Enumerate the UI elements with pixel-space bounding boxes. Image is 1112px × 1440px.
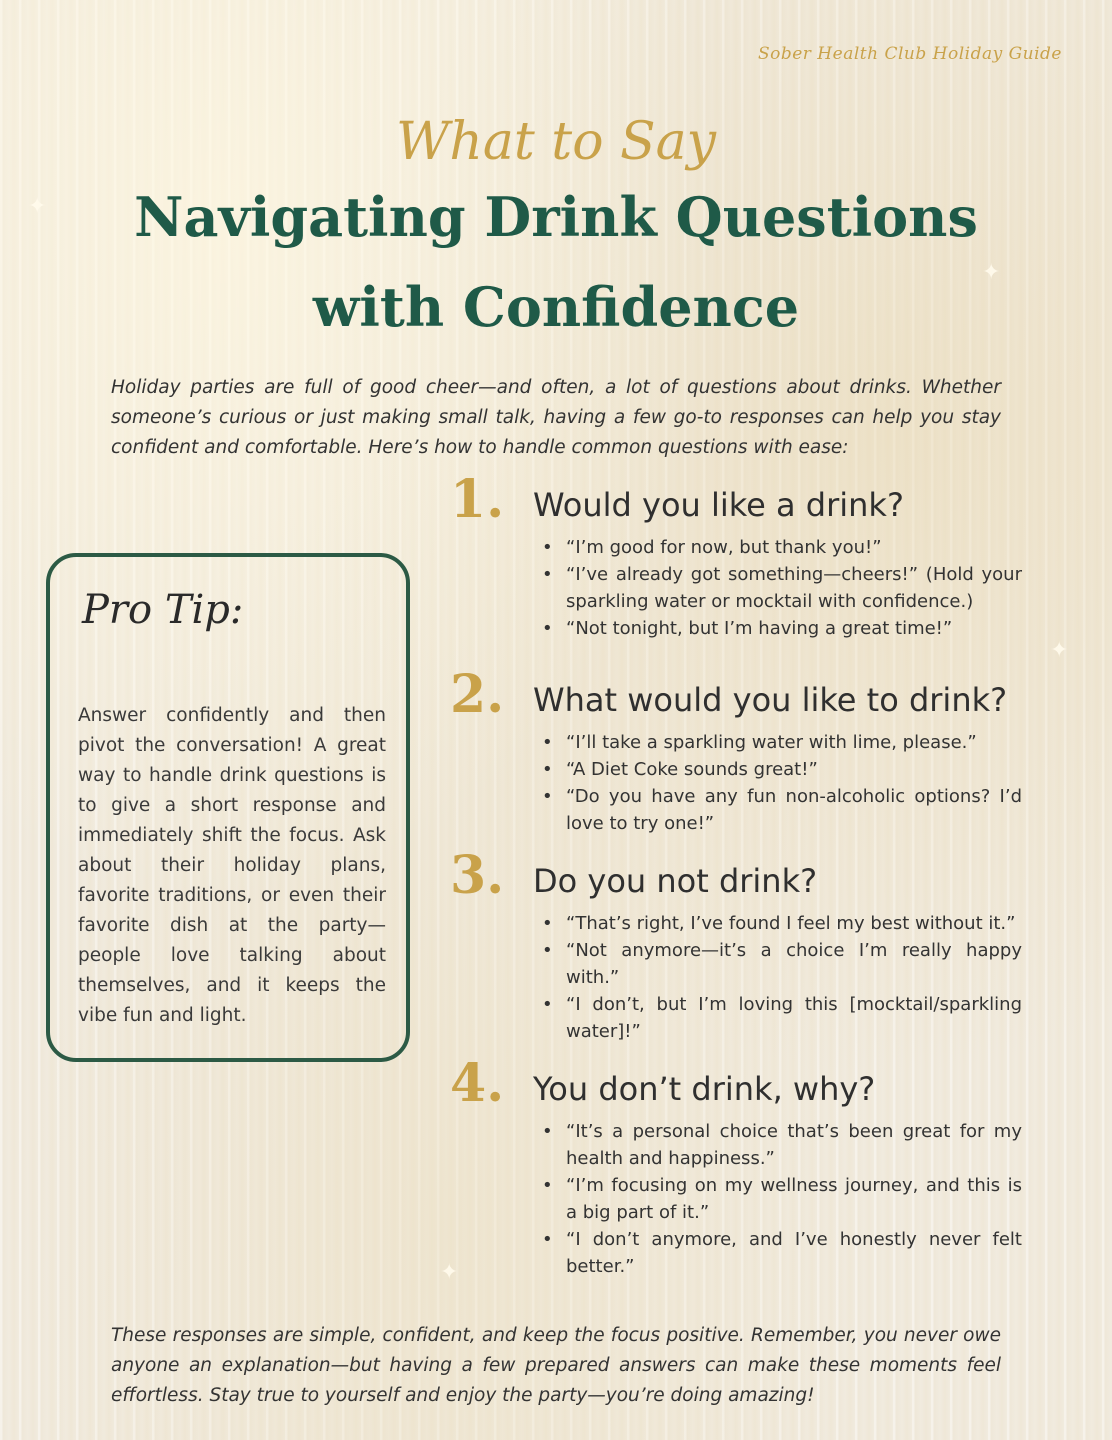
answer-item: • “Not anymore—it’s a choice I’m really happy with.” — [540, 937, 1022, 991]
answer-item: • “A Diet Coke sounds great!” — [540, 756, 1022, 783]
answer-item: • “I’m focusing on my wellness journey, and this is a big part of it.” — [540, 1172, 1022, 1226]
page-title-line-1: Navigating Drink Questions — [134, 185, 978, 249]
answer-list — [540, 910, 1022, 1045]
answer-item: • “I don’t anymore, and I’ve honestly never felt better.” — [540, 1226, 1022, 1280]
sparkle-icon: ✦ — [440, 1260, 459, 1285]
page-title — [0, 172, 1112, 352]
answer-item: • “I’m good for now, but thank you!” — [540, 534, 1022, 561]
question-number: 1. — [450, 469, 505, 530]
sparkle-icon: ✦ — [1050, 638, 1069, 663]
sparkle-icon: ✦ — [28, 194, 47, 219]
answer-item: • “I’ve already got something—cheers!” (Hold your sparkling water or mocktail with confidence.) — [540, 561, 1022, 615]
question-number: 2. — [450, 664, 505, 725]
pro-tip-label: Pro Tip: — [82, 587, 244, 633]
pro-tip-body: Answer confidently and then pivot the conversation! A great way to handle drink questions is to give a short response and immediately shift the focus. Ask about their holiday plans, favorite traditions, or even their favorite dish at the party—people love talking about themselves, and it keeps the vibe fun and light. — [78, 705, 386, 1026]
answer-item: • “It’s a personal choice that’s been great for my health and happiness.” — [540, 1118, 1022, 1172]
answer-item: • “That’s right, I’ve found I feel my best without it.” — [540, 910, 1022, 937]
closing-paragraph: These responses are simple, confident, and keep the focus positive. Remember, you never owe anyone an explanation—but having a few prepared answers can make these moments feel effortless. Stay true to yourself and enjoy the party—you’re doing amazing! — [111, 1324, 1001, 1406]
question-number: 4. — [450, 1053, 505, 1114]
answer-item: • “I’ll take a sparkling water with lime, please.” — [540, 729, 1022, 756]
brand-header: Sober Health Club Holiday Guide — [757, 44, 1062, 64]
answer-item: • “Not tonight, but I’m having a great time!” — [540, 615, 1022, 642]
question-title: Do you not drink? — [533, 862, 818, 900]
page-title-line-2: with Confidence — [312, 275, 800, 339]
answer-list — [540, 729, 1022, 837]
sparkle-icon: ✦ — [982, 260, 1001, 285]
question-title: What would you like to drink? — [533, 681, 1008, 719]
answer-list — [540, 534, 1022, 642]
question-number: 3. — [450, 845, 505, 906]
intro-paragraph: Holiday parties are full of good cheer—and often, a lot of questions about drinks. Whether someone’s curious or just making small talk, having a few go-to responses can help you stay confident and comfortable. Here’s how to handle common questions with ease: — [111, 376, 1001, 458]
answer-item: • “Do you have any fun non-alcoholic options? I’d love to try one!” — [540, 783, 1022, 837]
question-title: Would you like a drink? — [533, 486, 904, 524]
question-title: You don’t drink, why? — [533, 1070, 876, 1108]
answer-list — [540, 1118, 1022, 1280]
answer-item: • “I don’t, but I’m loving this [mocktail/sparkling water]!” — [540, 991, 1022, 1045]
script-title: What to Say — [395, 112, 717, 172]
pro-tip-box — [46, 553, 410, 1062]
